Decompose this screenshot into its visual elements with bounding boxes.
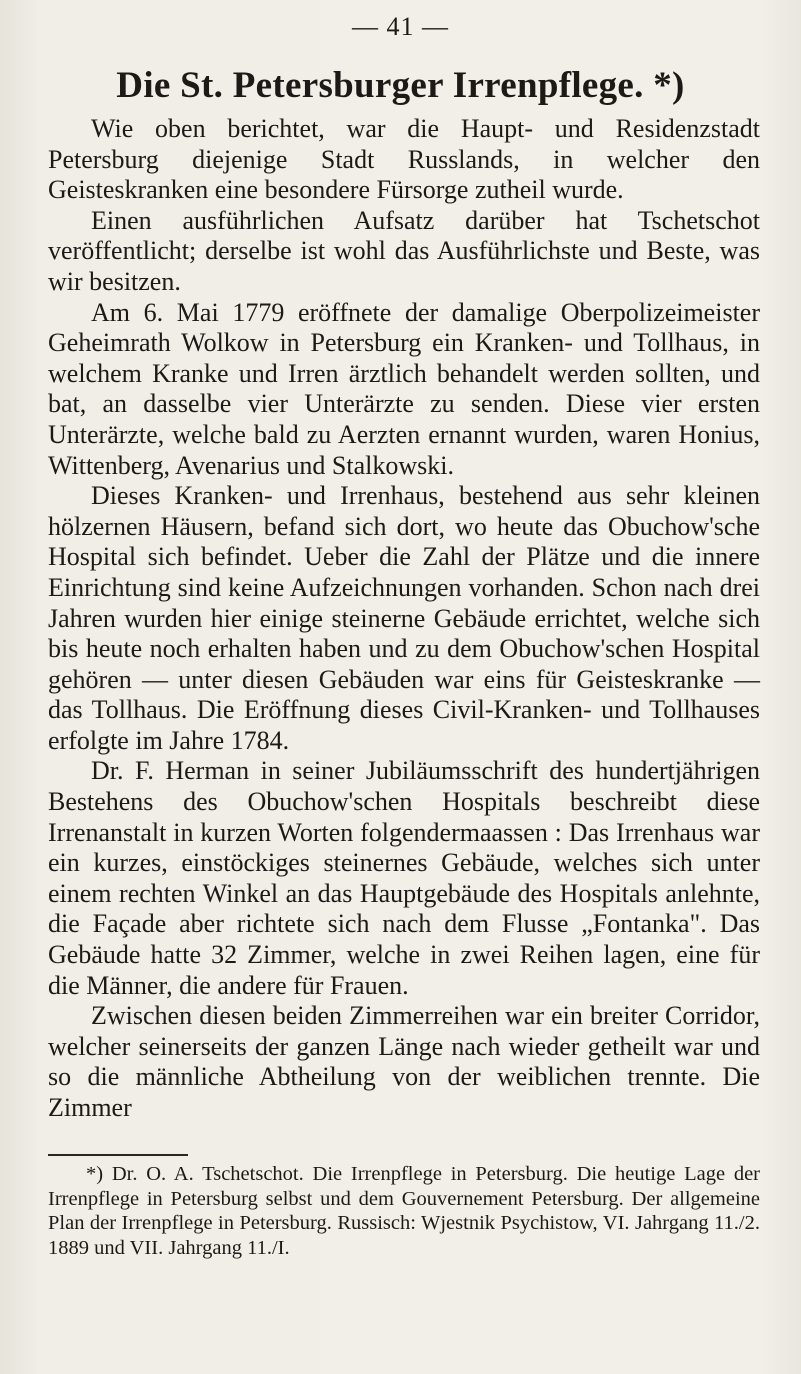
page-number: — 41 — (352, 12, 449, 41)
chapter-heading: Die St. Petersburger Irrenpflege. *) (116, 65, 685, 106)
paragraph: Zwischen diesen beiden Zimmerreihen war ein breiter Corridor, welcher seinerseits der ganzen Länge nach wieder getheilt war und so die männliche Abtheilung von der weiblichen trennte. Die Zimmer (48, 1001, 760, 1122)
paragraph: Dr. F. Herman in seiner Jubiläumsschrift des hundertjährigen Bestehens des Obuchow'schen Hospitals beschreibt diese Irrenanstalt in kurzen Worten folgendermaassen : Das Irrenhaus war ein kurzes, einstöckiges steinernes Gebäude, welches sich unter einem rechten Winkel an das Hauptgebäude des Hospitals anlehnte, die Façade aber richtete sich nach dem Flusse „Fontanka". Das Gebäude hatte 32 Zimmer, welche in zwei Reihen lagen, eine für die Männer, die andere für Frauen. (48, 756, 760, 1000)
paragraph: Dieses Kranken- und Irrenhaus, bestehend aus sehr kleinen hölzernen Häusern, befand sich dort, wo heute das Obuchow'sche Hospital sich befindet. Ueber die Zahl der Plätze und die innere Einrichtung sind keine Aufzeichnungen vorhanden. Schon nach drei Jahren wurden hier einige steinerne Gebäude errichtet, welche sich bis heute noch erhalten haben und zu dem Obuchow'schen Hospital gehören — unter diesen Gebäuden war eins für Geisteskranke — das Tollhaus. Die Eröffnung dieses Civil-Kranken- und Tollhauses erfolgte im Jahre 1784. (48, 481, 760, 755)
body-text (48, 114, 760, 1124)
paragraph: Wie oben berichtet, war die Haupt- und Residenzstadt Petersburg diejenige Stadt Russlands, in welcher den Geisteskranken eine besondere Fürsorge zutheil wurde. (48, 114, 760, 205)
footnote-divider (48, 1154, 188, 1156)
footnote-text: *) Dr. O. A. Tschetschot. Die Irrenpflege in Petersburg. Die heutige Lage der Irrenpflege in Petersburg selbst und dem Gouvernement Petersburg. Der allgemeine Plan der Irrenpflege in Petersburg. Russisch: Wjestnik Psychistow, VI. Jahrgang 11./2. 1889 und VII. Jahrgang 11./I. (48, 1163, 760, 1259)
paragraph: Einen ausführlichen Aufsatz darüber hat Tschetschot veröffentlicht; derselbe ist wohl das Ausführlichste und Beste, was wir besitzen. (48, 205, 760, 296)
paragraph: Am 6. Mai 1779 eröffnete der damalige Oberpolizeimeister Geheimrath Wolkow in Petersburg ein Kranken- und Tollhaus, in welchem Kranke und Irren ärztlich behandelt werden sollten, und bat, an dasselbe vier Unterärzte zu senden. Diese vier ersten Unterärzte, welche bald zu Aerzten ernannt wurden, waren Honius, Wittenberg, Avenarius und Stalkowski. (48, 297, 760, 480)
footnote (48, 1162, 760, 1260)
